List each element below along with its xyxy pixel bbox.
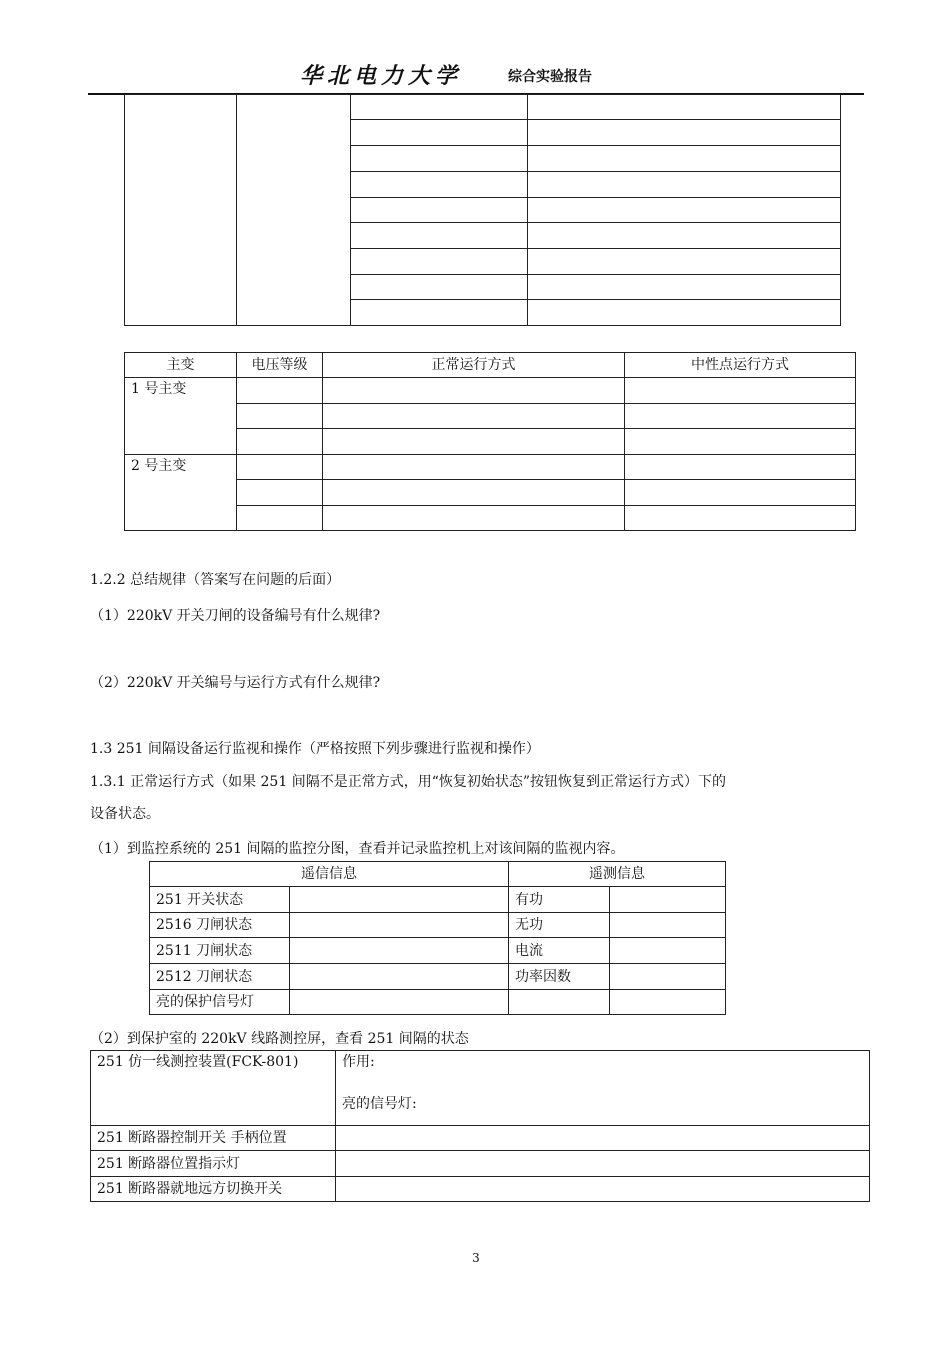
blank-cell [625, 429, 856, 455]
measure-label: 电流 [509, 938, 610, 964]
blank-cell [610, 990, 726, 1015]
device-label: 251 断路器位置指示灯 [91, 1151, 336, 1177]
signal-label: 2512 刀闸状态 [150, 964, 290, 990]
page-number: 3 [472, 1251, 480, 1265]
blank-cell [323, 404, 625, 429]
blank-cell [528, 300, 841, 326]
blank-cell [351, 300, 528, 326]
blank-cell [528, 198, 841, 223]
measure-label: 有功 [509, 887, 610, 913]
blank-cell [528, 146, 841, 172]
blank-cell [237, 404, 323, 429]
blank-cell [351, 172, 528, 198]
device-detail-cell [336, 1051, 870, 1126]
blank-cell [528, 120, 841, 146]
blank-cell [625, 506, 856, 531]
transformer-1-label: 1 号主变 [125, 378, 237, 455]
blank-cell [323, 480, 625, 506]
device-label: 251 断路器就地远方切换开关 [91, 1177, 336, 1202]
blank-cell [237, 429, 323, 455]
blank-cell [237, 480, 323, 506]
signal-label: 251 开关状态 [150, 887, 290, 913]
step-1: （1）到监控系统的 251 间隔的监控分图，查看并记录监控机上对该间隔的监视内容。 [90, 841, 625, 857]
function-label: 作用: [342, 1054, 375, 1070]
blank-cell [610, 964, 726, 990]
question-1: （1）220kV 开关刀闸的设备编号有什么规律? [90, 608, 381, 624]
measure-label: 功率因数 [509, 964, 610, 990]
table-header: 主变 [125, 353, 237, 378]
blank-cell [323, 506, 625, 531]
signal-label: 亮的保护信号灯 [150, 990, 290, 1015]
blank-cell [625, 378, 856, 404]
signal-label: 2511 刀闸状态 [150, 938, 290, 964]
subsection-1-3-1-line2: 设备状态。 [90, 806, 160, 822]
blank-cell [610, 913, 726, 938]
blank-cell [290, 913, 509, 938]
blank-cell [528, 249, 841, 275]
blank-cell [323, 429, 625, 455]
blank-cell [351, 198, 528, 223]
blank-cell [351, 146, 528, 172]
device-label: 251 仿一线测控装置(FCK-801) [91, 1051, 336, 1126]
signal-lights-label: 亮的信号灯: [342, 1096, 417, 1112]
blank-cell [290, 887, 509, 913]
blank-cell [237, 455, 323, 480]
device-table [90, 1050, 870, 1202]
step-2: （2）到保护室的 220kV 线路测控屏，查看 251 间隔的状态 [90, 1031, 469, 1047]
monitor-table [149, 861, 726, 1015]
blank-cell [625, 455, 856, 480]
blank-cell [290, 938, 509, 964]
blank-cell [528, 95, 841, 120]
blank-cell [336, 1177, 870, 1202]
blank-cell [625, 404, 856, 429]
blank-cell [610, 938, 726, 964]
blank-cell [290, 990, 509, 1015]
blank-cell [237, 95, 351, 326]
blank-cell [125, 95, 237, 326]
blank-cell [290, 964, 509, 990]
subsection-1-3-1-line1: 1.3.1 正常运行方式（如果 251 间隔不是正常方式，用“恢复初始状态”按钮恢复到正常运行方式）下的 [90, 774, 727, 790]
blank-cell [528, 223, 841, 249]
question-2: （2）220kV 开关编号与运行方式有什么规律? [90, 675, 381, 691]
transformer-table [124, 352, 856, 531]
measure-label: 无功 [509, 913, 610, 938]
blank-cell [625, 480, 856, 506]
blank-cell [528, 275, 841, 300]
blank-cell [351, 275, 528, 300]
blank-cell [351, 120, 528, 146]
university-logo: 华北电力大学 [300, 63, 463, 89]
table-header: 电压等级 [237, 353, 323, 378]
transformer-2-label: 2 号主变 [125, 455, 237, 531]
report-title: 综合实验报告 [508, 69, 592, 85]
blank-cell [336, 1151, 870, 1177]
table-header: 正常运行方式 [323, 353, 625, 378]
section-title-1-2-2: 1.2.2 总结规律（答案写在问题的后面） [90, 572, 341, 588]
table-header: 遥测信息 [509, 862, 726, 887]
blank-cell [351, 249, 528, 275]
blank-cell [610, 887, 726, 913]
blank-cell [528, 172, 841, 198]
blank-cell [323, 455, 625, 480]
measure-label [509, 990, 610, 1015]
section-title-1-3: 1.3 251 间隔设备运行监视和操作（严格按照下列步骤进行监视和操作） [90, 741, 540, 757]
blank-cell [323, 378, 625, 404]
signal-label: 2516 刀闸状态 [150, 913, 290, 938]
table-header: 遥信信息 [150, 862, 509, 887]
table-header: 中性点运行方式 [625, 353, 856, 378]
blank-cell [237, 378, 323, 404]
blank-cell [336, 1126, 870, 1151]
continuation-table [124, 94, 841, 326]
blank-cell [351, 95, 528, 120]
device-label: 251 断路器控制开关 手柄位置 [91, 1126, 336, 1151]
blank-cell [237, 506, 323, 531]
blank-cell [351, 223, 528, 249]
